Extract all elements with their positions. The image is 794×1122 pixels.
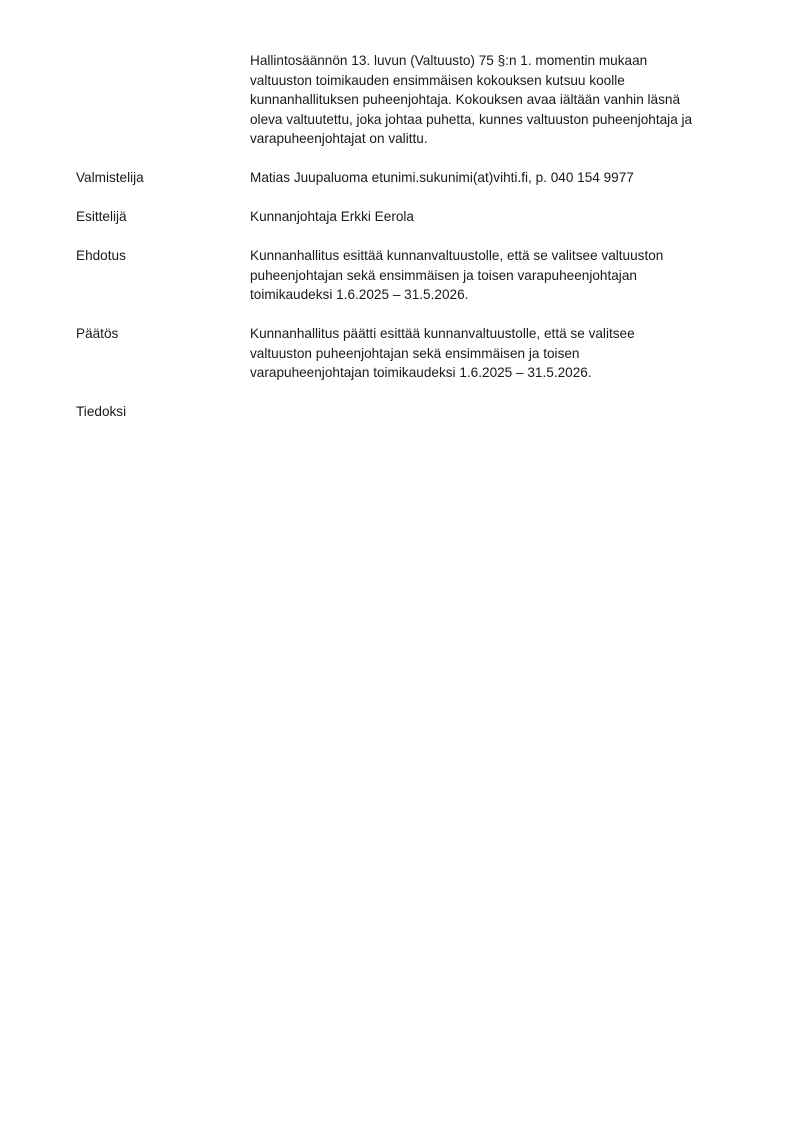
preparer-contact: Matias Juupaluoma etunimi.sukunimi(at)vihti.fi, p. 040 154 9977: [250, 170, 634, 185]
presenter-name: Kunnanjohtaja Erkki Eerola: [250, 209, 414, 224]
intro-line: oleva valtuutettu, joka johtaa puhetta, kunnes valtuuston puheenjohtaja ja: [250, 111, 693, 127]
proposal-line: Kunnanhallitus esittää kunnanvaltuustolle, että se valitsee valtuuston: [250, 248, 664, 263]
decision-line: Kunnanhallitus päätti esittää kunnanvaltuustolle, että se valitsee: [250, 326, 635, 341]
section-content-valmistelija: [250, 168, 750, 188]
decision-line: valtuuston puheenjohtajan sekä ensimmäisen ja toisen: [250, 345, 580, 361]
section-label-ehdotus: Ehdotus: [76, 248, 126, 263]
intro-line: valtuuston toimikauden ensimmäisen kokouksen kutsuu koolle: [250, 72, 625, 88]
section-content-ehdotus: [250, 246, 750, 305]
section-content-paatos: [250, 324, 750, 383]
intro-paragraph: [250, 51, 750, 149]
intro-line: Hallintosäännön 13. luvun (Valtuusto) 75 §:n 1. momentin mukaan: [250, 53, 648, 68]
section-label-esittelija: Esittelijä: [76, 209, 127, 224]
section-label-tiedoksi: Tiedoksi: [76, 404, 127, 419]
section-label-valmistelija: Valmistelija: [76, 170, 144, 185]
decision-line: varapuheenjohtajan toimikaudeksi 1.6.2025 – 31.5.2026.: [250, 365, 592, 380]
intro-line: varapuheenjohtajat on valittu.: [250, 131, 428, 146]
section-content-esittelija: [250, 207, 750, 227]
proposal-line: puheenjohtajan sekä ensimmäisen ja toisen varapuheenjohtajan: [250, 267, 637, 283]
section-label-paatos: Päätös: [76, 326, 119, 341]
intro-line: kunnanhallituksen puheenjohtaja. Kokouksen avaa iältään vanhin läsnä: [250, 92, 681, 107]
proposal-line: toimikaudeksi 1.6.2025 – 31.5.2026.: [250, 287, 469, 302]
